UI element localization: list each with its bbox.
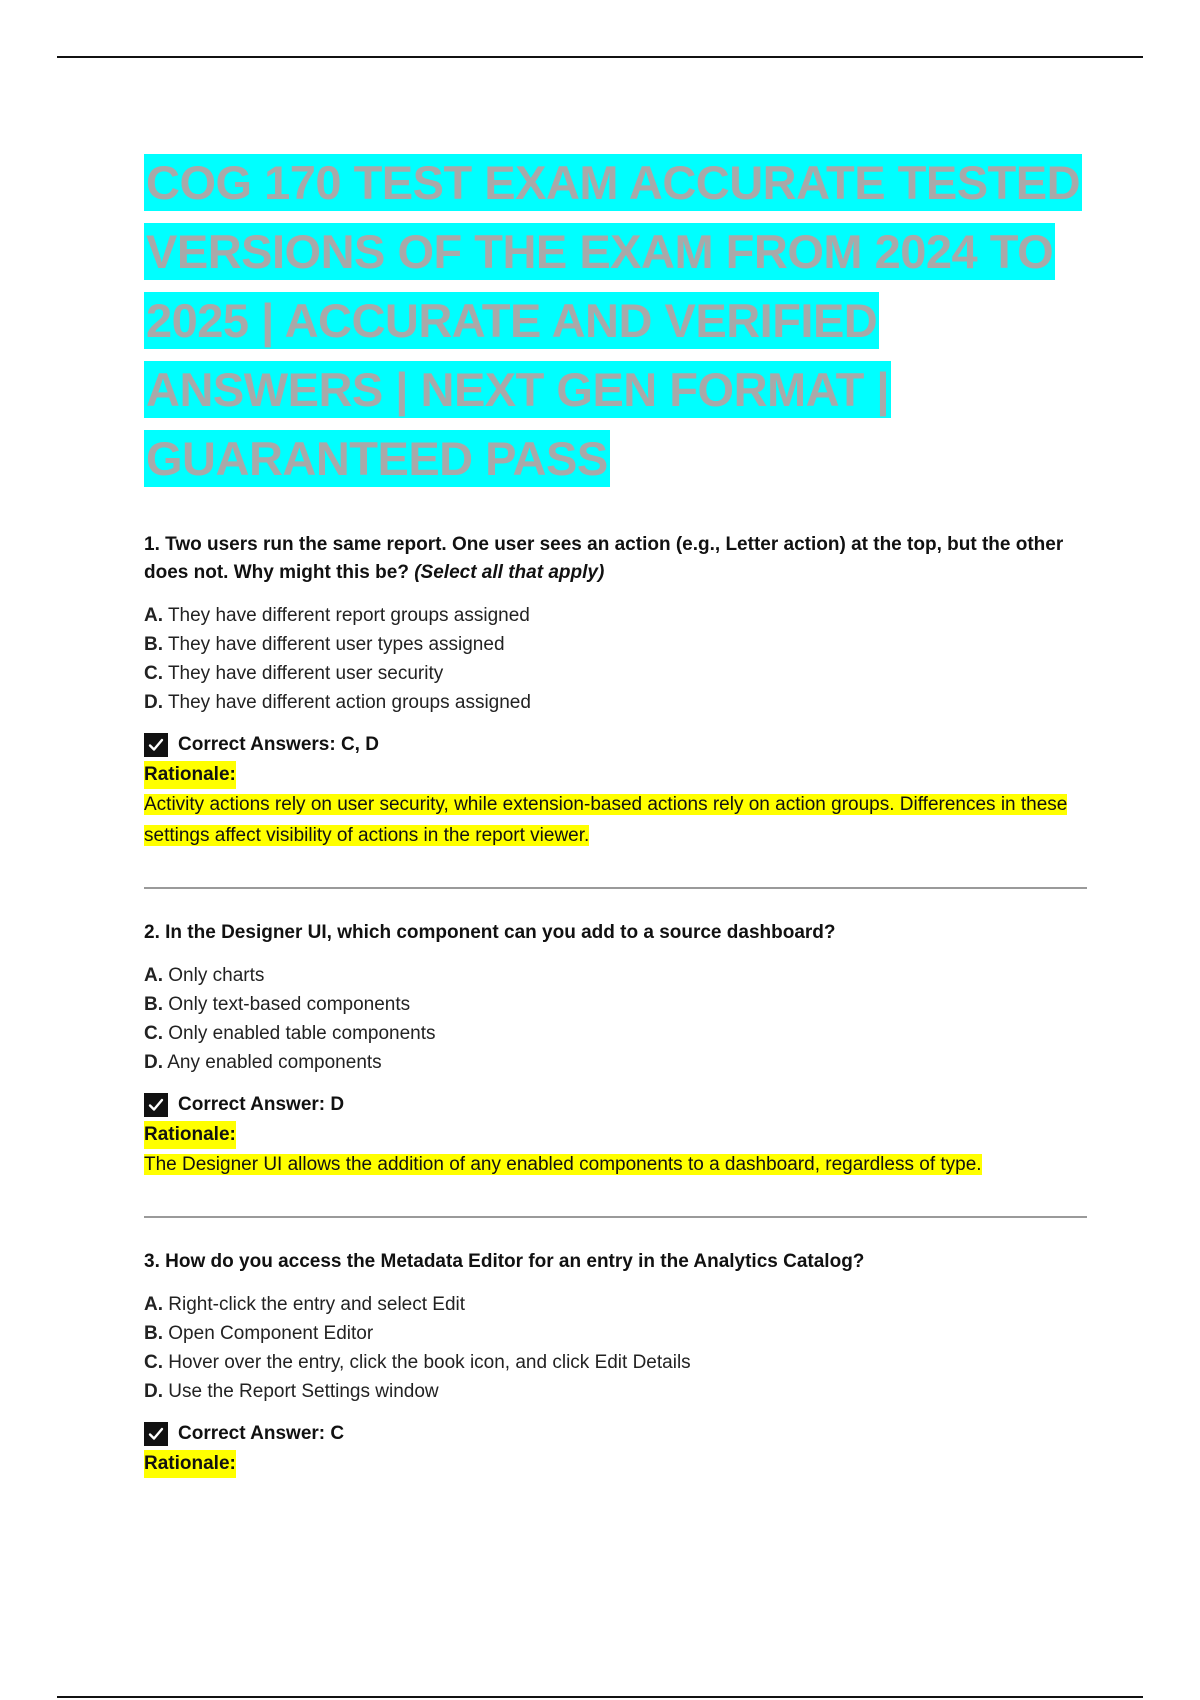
correct-answer-label: Correct Answer: D <box>178 1094 345 1115</box>
option-a <box>144 1290 1089 1319</box>
question-text <box>144 919 1089 947</box>
rationale-label: Rationale: <box>144 1450 236 1478</box>
option-letter: C. <box>144 663 163 684</box>
option-list <box>144 961 1089 1077</box>
option-a <box>144 961 1089 990</box>
option-letter: B. <box>144 634 163 655</box>
question-number: 2. <box>144 922 160 943</box>
rationale-body: The Designer UI allows the addition of any enabled components to a dashboard, regardless of type. <box>144 1154 982 1175</box>
option-letter: B. <box>144 994 163 1015</box>
option-text: They have different user types assigned <box>167 634 505 655</box>
option-letter: B. <box>144 1323 163 1344</box>
option-letter: C. <box>144 1023 163 1044</box>
section-divider <box>144 1216 1087 1218</box>
page-top-rule <box>57 56 1143 58</box>
correct-answer <box>144 1091 1089 1119</box>
question-text <box>144 531 1089 587</box>
option-b <box>144 1319 1089 1348</box>
question-prompt: In the Designer UI, which component can you add to a source dashboard? <box>165 922 836 943</box>
option-c <box>144 659 1089 688</box>
checkbox-checked-icon <box>144 733 168 757</box>
option-b <box>144 630 1089 659</box>
question-2 <box>144 919 1089 1218</box>
option-text: Only charts <box>168 965 265 986</box>
rationale-label: Rationale: <box>144 761 236 789</box>
option-text: Only enabled table components <box>168 1023 436 1044</box>
question-3 <box>144 1248 1089 1478</box>
option-text: Only text-based components <box>168 994 411 1015</box>
option-text: Open Component Editor <box>168 1323 374 1344</box>
option-text: Right-click the entry and select Edit <box>168 1294 466 1315</box>
option-d <box>144 688 1089 717</box>
rationale-text <box>144 789 1089 851</box>
question-prompt: How do you access the Metadata Editor for an entry in the Analytics Catalog? <box>165 1251 865 1272</box>
option-text: They have different user security <box>167 663 444 684</box>
question-number: 1. <box>144 534 160 555</box>
page-bottom-rule <box>57 1696 1143 1698</box>
option-letter: D. <box>144 692 163 713</box>
document-title <box>144 148 1089 493</box>
document-title-text: COG 170 TEST EXAM ACCURATE TESTED VERSIONS OF THE EXAM FROM 2024 TO 2025 | ACCURATE AND VERIFIED ANSWERS | NEXT GEN FORMAT | GUARANTEED PASS <box>146 156 1081 485</box>
option-letter: C. <box>144 1352 163 1373</box>
option-letter: A. <box>144 965 163 986</box>
document-body <box>144 148 1089 1478</box>
rationale-body: Activity actions rely on user security, while extension-based actions rely on action groups. Differences in these settings affect visibility of actions in the report viewer. <box>144 794 1068 846</box>
option-letter: D. <box>144 1381 163 1402</box>
option-letter: A. <box>144 605 163 626</box>
option-letter: A. <box>144 1294 163 1315</box>
question-number: 3. <box>144 1251 160 1272</box>
option-text: They have different action groups assigned <box>167 692 531 713</box>
option-c <box>144 1348 1089 1377</box>
section-divider <box>144 887 1087 889</box>
correct-answer <box>144 1420 1089 1448</box>
question-prompt: Two users run the same report. One user sees an action (e.g., Letter action) at the top, but the other does not. Why might this be? <box>144 534 1064 583</box>
rationale-label: Rationale: <box>144 1121 236 1149</box>
checkbox-checked-icon <box>144 1093 168 1117</box>
option-a <box>144 601 1089 630</box>
option-text: Hover over the entry, click the book icon, and click Edit Details <box>168 1352 691 1373</box>
option-c <box>144 1019 1089 1048</box>
correct-answer-label: Correct Answer: C <box>178 1423 345 1444</box>
question-hint: (Select all that apply) <box>414 562 605 583</box>
option-letter: D. <box>144 1052 163 1073</box>
question-text <box>144 1248 1089 1276</box>
option-list <box>144 1290 1089 1406</box>
option-text: They have different report groups assigned <box>167 605 530 626</box>
option-list <box>144 601 1089 717</box>
option-d <box>144 1377 1089 1406</box>
option-text: Use the Report Settings window <box>168 1381 439 1402</box>
correct-answer <box>144 731 1089 759</box>
question-1 <box>144 531 1089 889</box>
rationale-text <box>144 1149 1089 1180</box>
option-d <box>144 1048 1089 1077</box>
checkbox-checked-icon <box>144 1422 168 1446</box>
option-b <box>144 990 1089 1019</box>
option-text: Any enabled components <box>167 1052 382 1073</box>
correct-answer-label: Correct Answers: C, D <box>178 734 379 755</box>
